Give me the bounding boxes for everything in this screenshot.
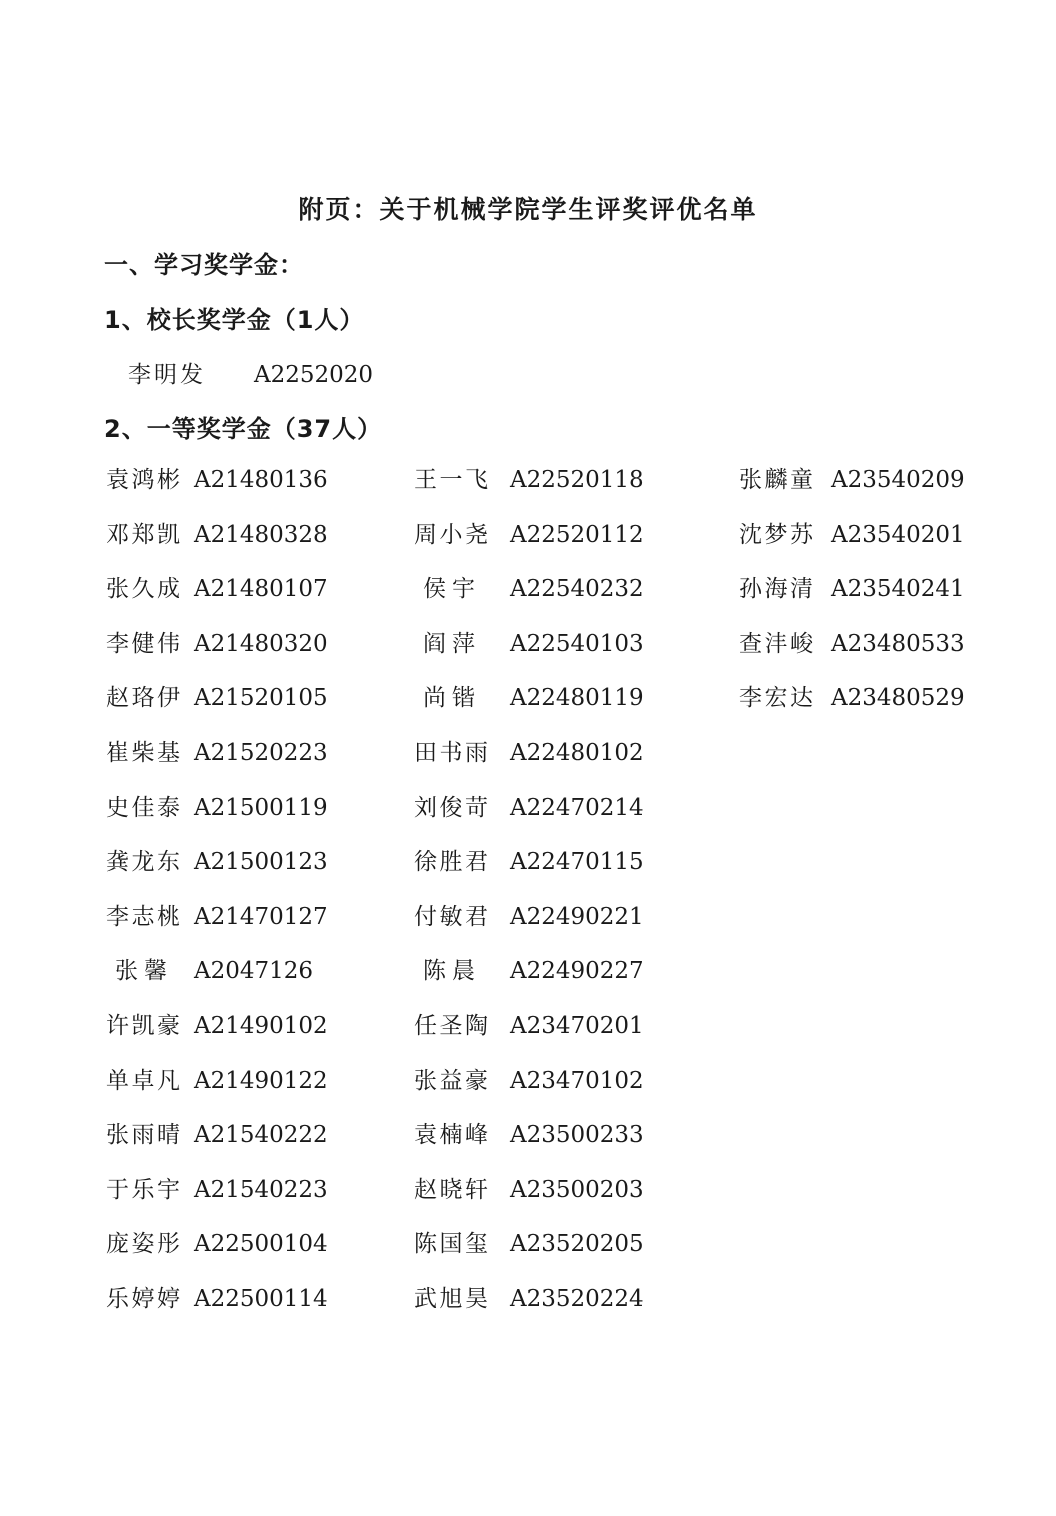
list-item <box>106 1008 328 1063</box>
recipient-id: A21480320 <box>194 630 328 657</box>
list-item <box>106 790 328 845</box>
list-item <box>739 626 965 681</box>
list-item <box>414 462 644 517</box>
recipient-name: 刘俊苛 <box>414 794 490 821</box>
list-item <box>739 680 965 735</box>
recipient-id: A2252020 <box>254 362 374 388</box>
recipient-name: 袁楠峰 <box>414 1122 490 1149</box>
recipient-id: A21540223 <box>194 1176 328 1203</box>
recipient-name: 孙海清 <box>739 576 815 603</box>
recipient-id: A22470214 <box>510 794 644 821</box>
recipient-name: 史佳泰 <box>106 794 182 821</box>
recipient-name: 张雨晴 <box>106 1122 182 1149</box>
recipient-id: A23520224 <box>510 1285 644 1312</box>
recipient-id: A22470115 <box>510 849 644 876</box>
recipient-id: A22540232 <box>510 576 644 603</box>
list-item <box>106 1172 328 1227</box>
recipient-name: 乐婷婷 <box>106 1285 182 1312</box>
recipient-id: A21470127 <box>194 903 328 930</box>
recipient-id: A2047126 <box>194 958 314 985</box>
recipient-id: A23540209 <box>831 467 965 493</box>
recipient-name: 赵晓轩 <box>414 1176 490 1203</box>
recipient-name: 张馨 <box>115 958 173 985</box>
recipient-name: 李健伟 <box>106 630 182 657</box>
list-item <box>739 462 965 517</box>
recipient-name: 赵珞伊 <box>106 685 182 712</box>
list-item <box>414 1008 644 1063</box>
list-item <box>414 1226 644 1281</box>
recipient-name: 张久成 <box>106 576 182 603</box>
recipient-name: 王一飞 <box>414 467 490 493</box>
list-item <box>106 517 328 572</box>
list-item <box>414 844 644 899</box>
recipient-id: A21540222 <box>194 1122 328 1149</box>
list-item <box>106 1063 328 1118</box>
list-item <box>106 1226 328 1281</box>
recipient-name: 陈晨 <box>423 958 481 985</box>
award-heading-first-class-scholarship: 2、一等奖学金（37人） <box>104 415 383 443</box>
recipient-id: A22500114 <box>194 1285 328 1312</box>
recipient-id: A23470201 <box>510 1012 644 1039</box>
recipient-id: A23540201 <box>831 521 965 548</box>
recipient-id: A22520118 <box>510 467 644 493</box>
list-item <box>106 953 328 1008</box>
list-item <box>414 899 644 954</box>
list-item <box>739 571 965 626</box>
principal-scholarship-recipient <box>128 356 373 389</box>
recipient-name: 尚锴 <box>423 685 481 712</box>
recipient-id: A21520105 <box>194 685 328 712</box>
recipient-id: A23500233 <box>510 1122 644 1149</box>
recipient-name: 袁鸿彬 <box>106 467 182 493</box>
recipient-id: A22540103 <box>510 630 644 657</box>
list-item <box>106 1281 328 1336</box>
list-item <box>414 953 644 1008</box>
list-item <box>106 1117 328 1172</box>
recipient-name: 任圣陶 <box>414 1012 490 1039</box>
list-item <box>106 735 328 790</box>
recipient-name: 龚龙东 <box>106 849 182 876</box>
recipient-name: 张益豪 <box>414 1067 490 1094</box>
recipient-id: A21490122 <box>194 1067 328 1094</box>
list-item <box>106 571 328 626</box>
recipient-column-1 <box>106 462 328 1336</box>
award-heading-principal-scholarship: 1、校长奖学金（1人） <box>104 306 365 334</box>
list-item <box>414 1281 644 1336</box>
recipient-name: 李明发 <box>128 362 206 388</box>
recipient-id: A22480119 <box>510 685 644 712</box>
recipient-id: A22500104 <box>194 1231 328 1258</box>
recipient-id: A22490227 <box>510 958 644 985</box>
list-item <box>106 462 328 517</box>
recipient-id: A22480102 <box>510 739 644 766</box>
recipient-name: 徐胜君 <box>414 849 490 876</box>
recipient-name: 李志桃 <box>106 903 182 930</box>
page-title: 附页：关于机械学院学生评奖评优名单 <box>298 195 758 224</box>
recipient-name: 于乐宇 <box>106 1176 182 1203</box>
recipient-name: 周小尧 <box>414 521 490 548</box>
recipient-name: 单卓凡 <box>106 1067 182 1094</box>
list-item <box>414 571 644 626</box>
recipient-name: 付敏君 <box>414 903 490 930</box>
recipient-name: 沈梦苏 <box>739 521 815 548</box>
list-item <box>414 626 644 681</box>
list-item <box>414 735 644 790</box>
recipient-id: A21520223 <box>194 739 328 766</box>
section-heading-study-scholarship: 一、学习奖学金： <box>104 251 304 279</box>
recipient-id: A23540241 <box>831 576 965 603</box>
recipient-name: 武旭昊 <box>414 1285 490 1312</box>
recipient-id: A21480107 <box>194 576 328 603</box>
recipient-id: A21500123 <box>194 849 328 876</box>
recipient-column-3 <box>739 462 965 735</box>
recipient-id: A23470102 <box>510 1067 644 1094</box>
list-item <box>739 517 965 572</box>
recipient-name: 庞姿彤 <box>106 1231 182 1258</box>
recipient-name: 查沣峻 <box>739 630 815 657</box>
recipient-name: 崔柴基 <box>106 739 182 766</box>
list-item <box>414 517 644 572</box>
recipient-id: A22520112 <box>510 521 644 548</box>
list-item <box>106 844 328 899</box>
recipient-name: 阎萍 <box>423 630 481 657</box>
recipient-name: 田书雨 <box>414 739 490 766</box>
recipient-id: A23480529 <box>831 685 965 712</box>
recipient-name: 陈国玺 <box>414 1231 490 1258</box>
list-item <box>414 680 644 735</box>
list-item <box>414 790 644 845</box>
recipient-id: A23500203 <box>510 1176 644 1203</box>
recipient-id: A21480136 <box>194 467 328 493</box>
list-item <box>414 1063 644 1118</box>
recipient-name: 李宏达 <box>739 685 815 712</box>
recipient-name: 许凯豪 <box>106 1012 182 1039</box>
recipient-name: 张麟童 <box>739 467 815 493</box>
recipient-id: A21480328 <box>194 521 328 548</box>
recipient-name: 邓郑凯 <box>106 521 182 548</box>
list-item <box>106 626 328 681</box>
recipient-column-2 <box>414 462 644 1336</box>
list-item <box>414 1117 644 1172</box>
recipient-name: 侯宇 <box>423 576 481 603</box>
recipient-id: A21490102 <box>194 1012 328 1039</box>
recipient-id: A21500119 <box>194 794 328 821</box>
list-item <box>414 1172 644 1227</box>
list-item <box>106 899 328 954</box>
recipient-id: A23520205 <box>510 1231 644 1258</box>
list-item <box>106 680 328 735</box>
recipient-id: A22490221 <box>510 903 644 930</box>
recipient-id: A23480533 <box>831 630 965 657</box>
